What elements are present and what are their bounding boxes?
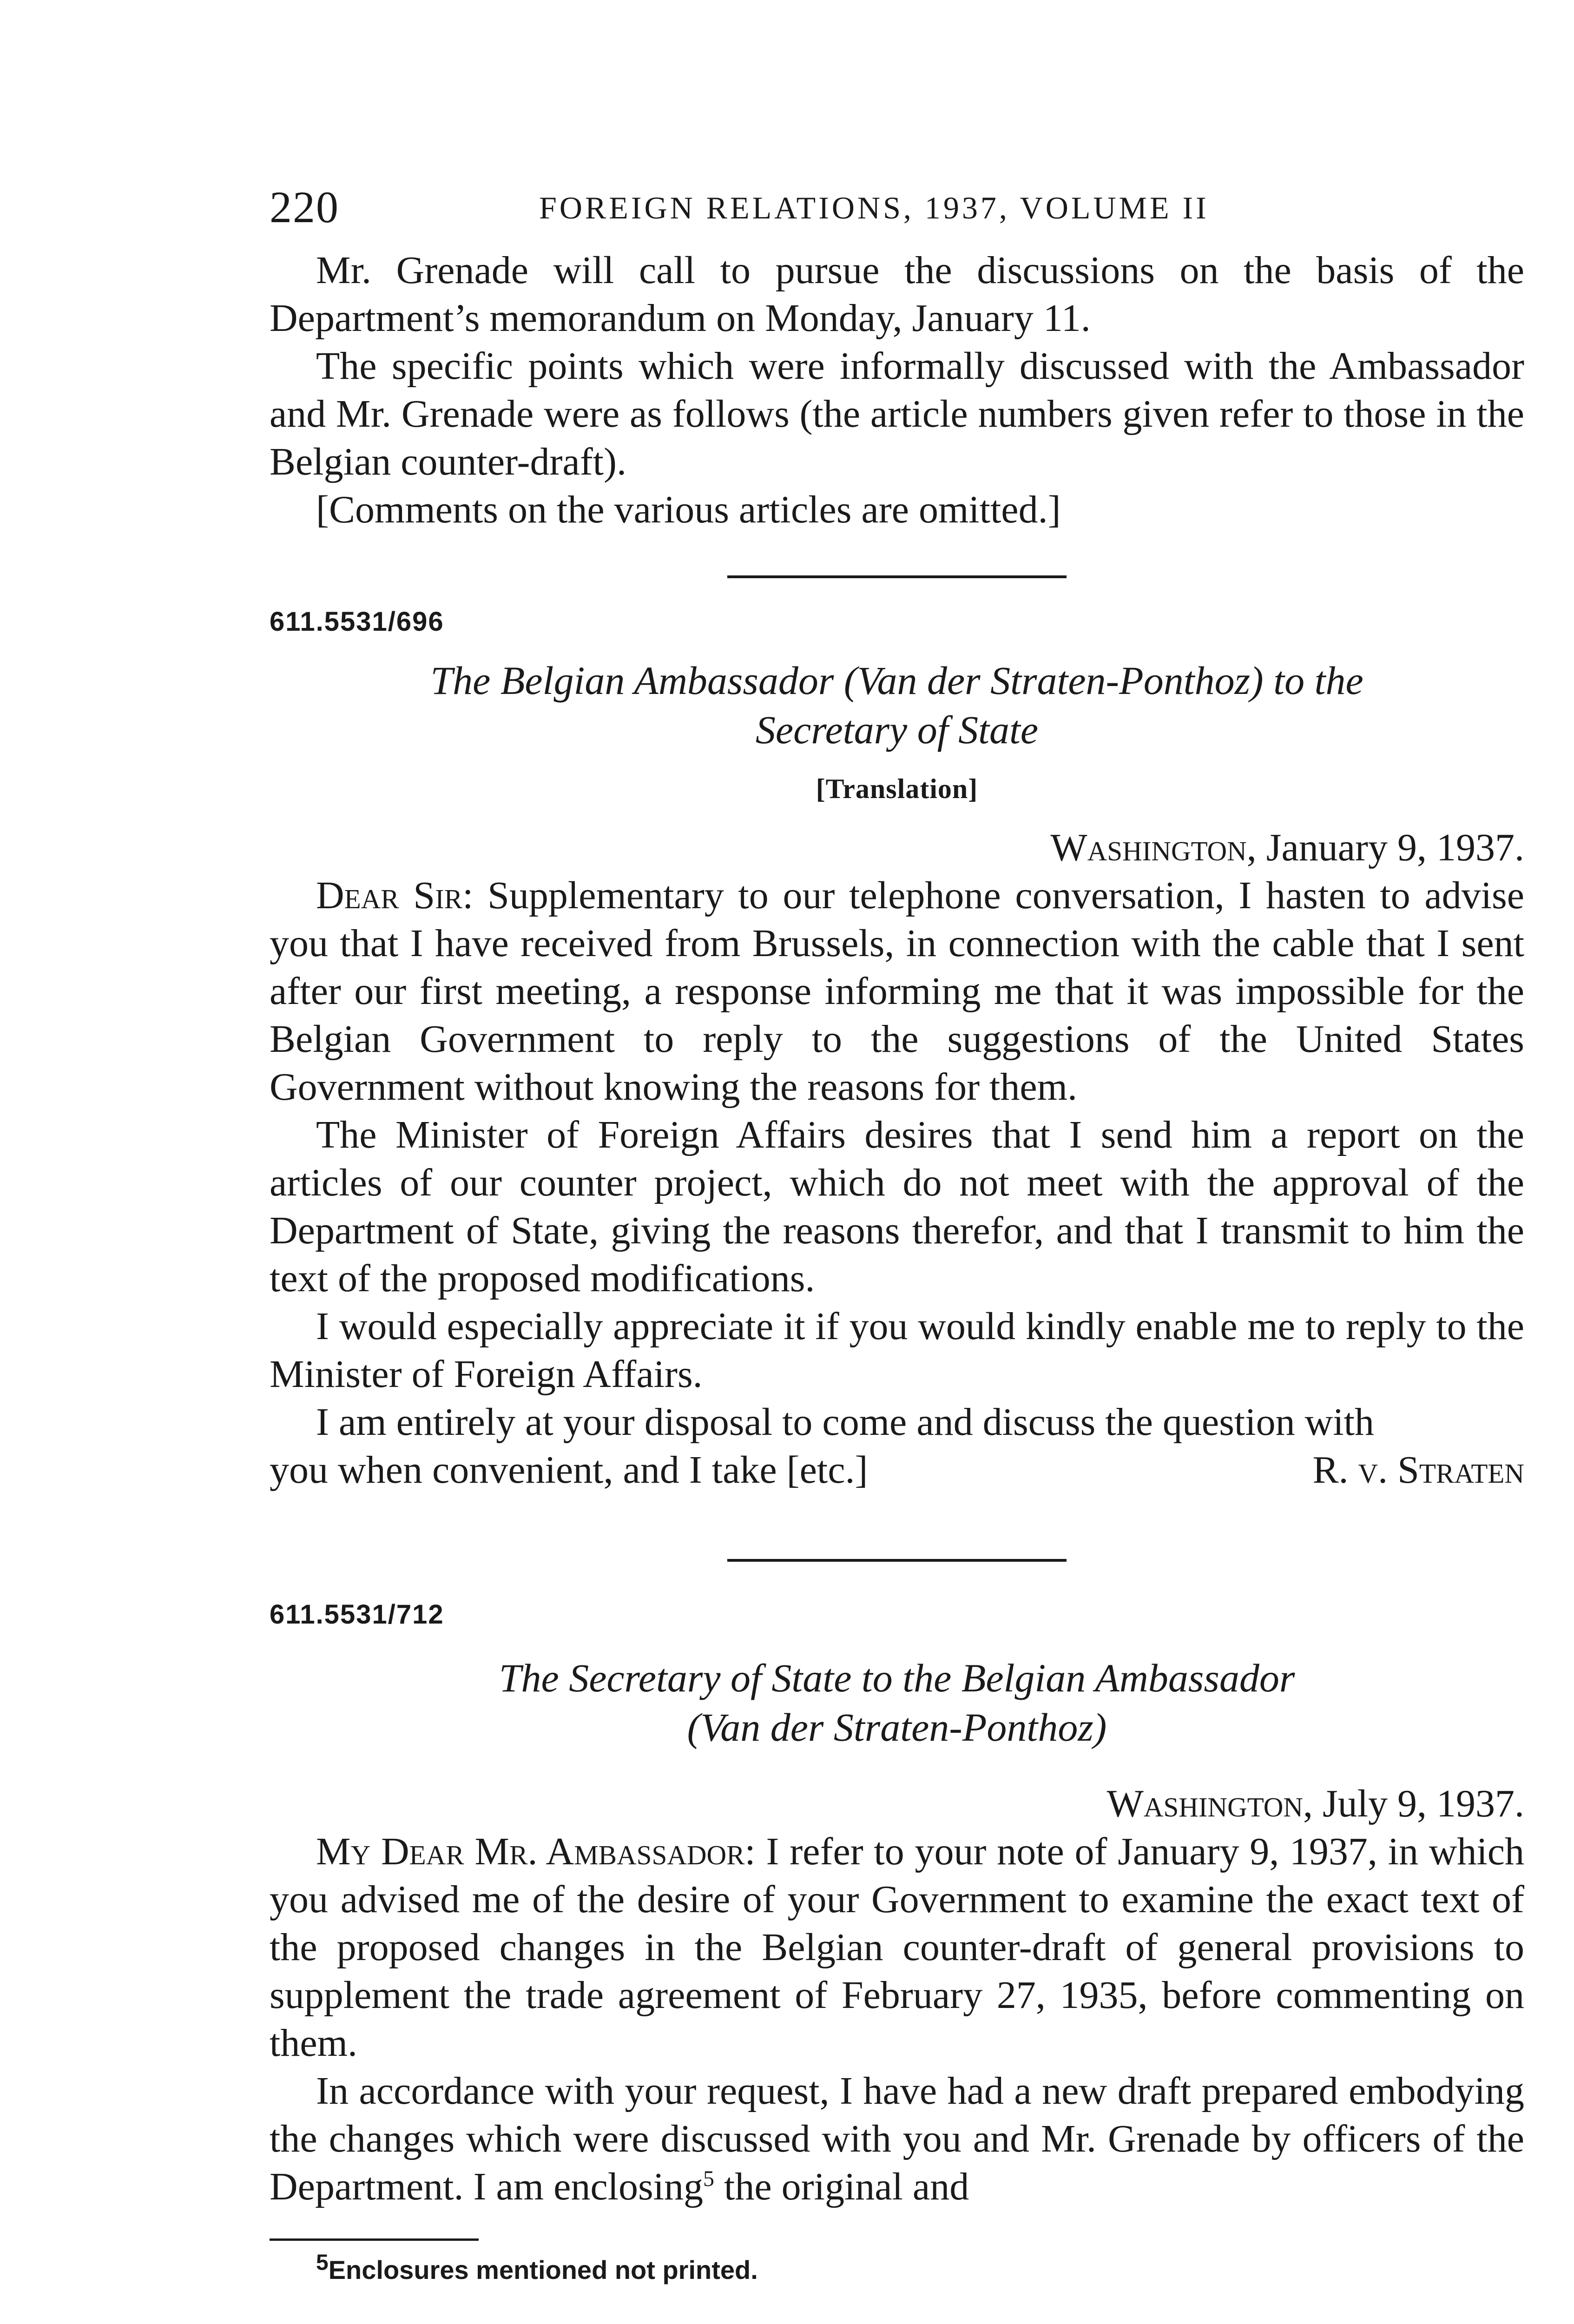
letter-paragraph-4: I am entirely at your disposal to come and discuss the question with (316, 1400, 1374, 1444)
footnote (270, 2250, 1524, 2285)
paragraph-text: the original and (714, 2165, 969, 2208)
dateline-date: January 9, 1937. (1256, 826, 1524, 869)
dateline-place: Washington, (1050, 826, 1257, 869)
letter-paragraph-2: The Minister of Foreign Affairs desires that I send him a report on the articles of our counter project, which do not meet with the approval of the Department of State, giving the reasons therefor, and that I transmit to him the text of the proposed modifications. (270, 1113, 1524, 1300)
heading-line: The Secretary of State to the Belgian Ambassador (499, 1656, 1295, 1700)
dateline-place: Washington, (1106, 1782, 1313, 1825)
dateline-date: July 9, 1937. (1312, 1782, 1524, 1825)
dateline (270, 1780, 1524, 1828)
document-heading (270, 656, 1524, 754)
page-number: 220 (270, 182, 339, 232)
signature: R. v. Straten (1312, 1448, 1524, 1492)
dateline (270, 824, 1524, 872)
document-page (270, 177, 1524, 2324)
signoff-line (270, 1446, 1524, 1494)
letter-paragraph-2 (270, 2067, 1524, 2211)
footnote-text: Enclosures mentioned not printed. (328, 2255, 758, 2284)
heading-line: Secretary of State (755, 707, 1039, 752)
salutation: Dear Sir: (316, 874, 474, 917)
salutation: My Dear Mr. Ambassador: (316, 1830, 756, 1873)
document-heading (270, 1653, 1524, 1752)
page-header (270, 177, 1524, 246)
letter-paragraph-1 (270, 1828, 1524, 2067)
heading-line: (Van der Straten-Ponthoz) (687, 1705, 1107, 1750)
paragraph-text: In accordance with your request, I have had a new draft prepared embodying the changes which were discussed with you and Mr. Grenade by officers of the Department. I am enclosing (270, 2069, 1524, 2208)
running-title: FOREIGN RELATIONS, 1937, VOLUME II (539, 190, 1209, 225)
file-number: 611.5531/712 (270, 1599, 444, 1630)
footnote-marker: 5 (316, 2250, 329, 2275)
closing-text: you when convenient, and I take [etc.] (270, 1448, 868, 1492)
heading-line: The Belgian Ambassador (Van der Straten-Ponthoz) to the (430, 658, 1363, 703)
letter-paragraph-3: I would especially appreciate it if you would kindly enable me to reply to the Minister of Foreign Affairs. (270, 1305, 1524, 1396)
footnote-marker: 5 (703, 2166, 715, 2191)
file-number: 611.5531/696 (270, 607, 444, 637)
letter-paragraph-1 (270, 872, 1524, 1111)
intro-paragraph-2: The specific points which were informally discussed with the Ambassador and Mr. Grenade were as follows (the article numbers given refer to those in the Belgian counter-draft). (270, 344, 1524, 483)
translation-label: [Translation] (816, 773, 978, 804)
intro-paragraph-1: Mr. Grenade will call to pursue the discussions on the basis of the Department’s memorandum on Monday, January 11. (270, 249, 1524, 340)
intro-paragraph-3: [Comments on the various articles are omitted.] (316, 488, 1061, 531)
paragraph-text: I refer to your note of January 9, 1937, in which you advised me of the desire of your Government to examine the exact text of the proposed changes in the Belgian counter-draft of general provisions to supplement the trade agreement of February 27, 1935, before commenting on them. (270, 1830, 1524, 2065)
paragraph-text: Supplementary to our telephone conversation, I hasten to advise you that I have received from Brussels, in connection with the cable that I sent after our first meeting, a response informing me that it was impossible for the Belgian Government to reply to the suggestions of the United States Government without knowing the reasons for them. (270, 874, 1524, 1109)
